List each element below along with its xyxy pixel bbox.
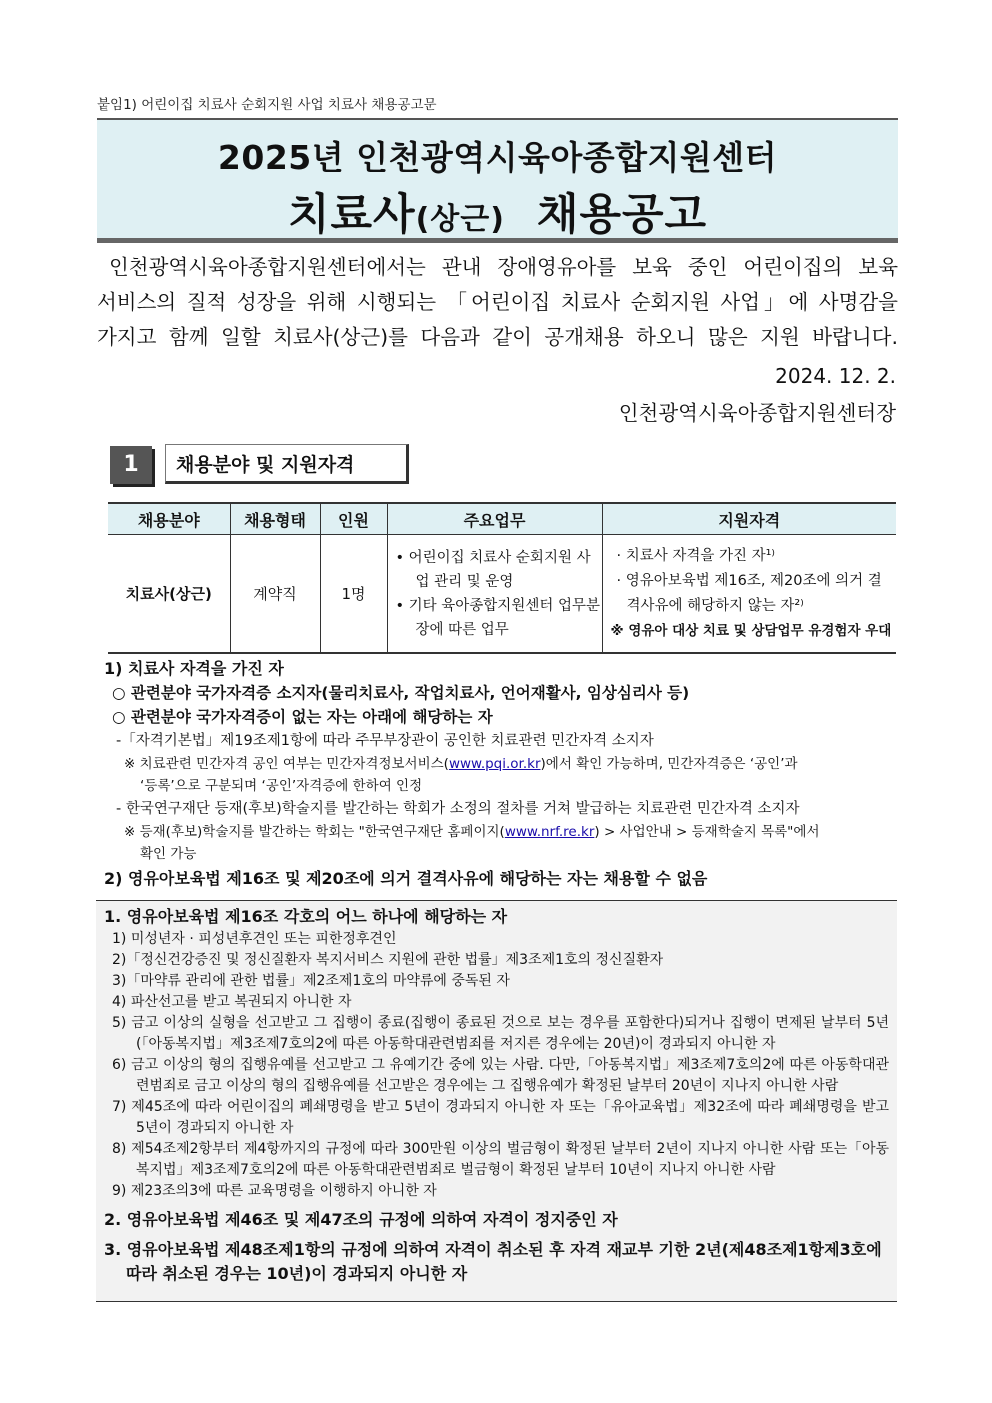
disqualification-box xyxy=(96,900,897,1302)
intro-paragraph xyxy=(97,250,898,355)
ref-text: )에서 확인 가능하며, 민간자격증은 ‘공인’과 xyxy=(540,756,798,772)
header-field: 채용분야 xyxy=(108,503,230,535)
title-end: 채용공고 xyxy=(536,190,708,240)
note-1-a: ○ 관련분야 국가자격증 소지자(물리치료사, 작업치료사, 언어재활사, 임상심리사 등) xyxy=(112,684,690,702)
header-count: 인원 xyxy=(320,503,387,535)
intro-line-2: 서비스의 질적 성장을 위해 시행되는 「어린이집 치료사 순회지원 사업」에 사명감을 xyxy=(97,290,898,314)
list-item: 3)「마약류 관리에 관한 법률」제2조제1호의 마약류에 중독된 자 xyxy=(112,973,510,989)
cell-type: 계약직 xyxy=(230,535,320,654)
note-1-b: ○ 관련분야 국가자격증이 없는 자는 아래에 해당하는 자 xyxy=(112,708,493,726)
cell-quals xyxy=(602,535,896,654)
intro-line-1: 인천광역시육아종합지원센터에서는 관내 장애영유아를 보육 중인 어린이집의 보육 xyxy=(109,255,898,279)
note-1-b1-ref2: ‘등록’으로 구분되며 ‘공인’자격증에 한하여 인정 xyxy=(140,778,423,794)
list-item: 2)「정신건강증진 및 정신질환자 복지서비스 지원에 관한 법률」제3조제1호의 정신질환자 xyxy=(112,952,664,968)
header-quals: 지원자격 xyxy=(602,503,896,535)
title-paren: (상근) xyxy=(415,202,505,237)
box-heading-1: 1. 영유아보육법 제16조 각호의 어느 하나에 해당하는 자 xyxy=(104,907,508,926)
note-1-b2-ref2: 확인 가능 xyxy=(140,846,197,862)
qualification-notes xyxy=(104,657,896,891)
section-title: 채용분야 및 지원자격 xyxy=(165,444,409,484)
cell-duties xyxy=(387,535,602,654)
table-row xyxy=(108,535,896,654)
table-header-row xyxy=(108,503,896,535)
list-item: 1) 미성년자 · 피성년후견인 또는 피한정후견인 xyxy=(112,931,397,947)
title-main: 치료사 xyxy=(287,190,416,240)
qual-item: · 치료사 자격을 가진 자¹⁾ xyxy=(616,547,775,564)
pqi-link[interactable]: www.pqi.or.kr xyxy=(448,756,541,772)
box-heading-2: 2. 영유아보육법 제46조 및 제47조의 규정에 의하여 자격이 정지중인 자 xyxy=(104,1210,618,1229)
attachment-label: 붙임1) 어린이집 치료사 순회지원 사업 치료사 채용공고문 xyxy=(97,97,437,113)
cell-field: 치료사(상근) xyxy=(108,535,230,654)
box-heading-3: 3. 영유아보육법 제48조제1항의 규정에 의하여 자격이 취소된 후 자격 재교부 기한 2년(제48조제1항제3호에 따라 취소된 경우는 10년)이 경과되지 아니한 자 xyxy=(104,1240,882,1283)
page-title-line2 xyxy=(97,181,898,242)
note-1-b2: - 한국연구재단 등재(후보)학술지를 발간하는 학회가 소정의 절차를 거쳐 발급하는 치료관련 민간자격 소지자 xyxy=(116,801,800,817)
ref-text: ※ 치료관련 민간자격 공인 여부는 민간자격정보서비스( xyxy=(124,756,449,772)
ref-text: ) > 사업안내 > 등재학술지 목록"에서 xyxy=(594,824,820,840)
list-item: 7) 제45조에 따라 어린이집의 폐쇄명령을 받고 5년이 경과되지 아니한 자 또는「유아교육법」제32조에 따라 폐쇄명령을 받고 5년이 경과되지 아니한 자 xyxy=(112,1099,889,1136)
list-item: 6) 금고 이상의 형의 집행유예를 선고받고 그 유예기간 중에 있는 사람. 다만,「아동복지법」제3조제7호의2에 따른 아동학대관련범죄로 금고 이상의 형의 집행유예를 선고받은 경우에는 그 집행유예가 확정된 날부터 20년이 지나지 아니한 사람 xyxy=(112,1057,890,1094)
signer: 인천광역시육아종합지원센터장 xyxy=(618,401,896,425)
duty-item: • 기타 육아종합지원센터 업무분장에 따른 업무 xyxy=(395,597,600,638)
page-title-line1: 2025년 인천광역시육아종합지원센터 xyxy=(217,138,778,177)
section-number: 1 xyxy=(110,446,152,484)
header-type: 채용형태 xyxy=(230,503,320,535)
note-2-heading: 2) 영유아보육법 제16조 및 제20조에 의거 결격사유에 해당하는 자는 채용할 수 없음 xyxy=(104,869,708,888)
duty-item: • 어린이집 치료사 순회지원 사업 관리 및 운영 xyxy=(395,549,591,590)
qual-item: · 영유아보육법 제16조, 제20조에 의거 결격사유에 해당하지 않는 자²⁾ xyxy=(616,572,882,614)
intro-line-3: 가지고 함께 일할 치료사(상근)를 다음과 같이 공개채용 하오니 많은 지원 바랍니다. xyxy=(97,325,898,349)
note-1-heading: 1) 치료사 자격을 가진 자 xyxy=(104,659,284,678)
list-item: 8) 제54조제2항부터 제4항까지의 규정에 따라 300만원 이상의 벌금형이 확정된 날부터 2년이 지나지 아니한 사람 또는「아동복지법」제3조제7호의2에 따른 아동학대관련범죄로 벌금형이 확정된 날부터 10년이 지나지 아니한 사람 xyxy=(112,1141,889,1178)
list-item: 4) 파산선고를 받고 복권되지 아니한 자 xyxy=(112,994,352,1010)
preference-note: ※ 영유아 대상 치료 및 상담업무 유경험자 우대 xyxy=(610,622,892,639)
note-1-b1: -「자격기본법」제19조제1항에 따라 주무부장관이 공인한 치료관련 민간자격 소지자 xyxy=(116,733,654,749)
note-1-b1-ref xyxy=(104,753,896,775)
title-banner xyxy=(97,118,898,243)
recruitment-table xyxy=(108,502,896,654)
cell-count: 1명 xyxy=(320,535,387,654)
list-item: 5) 금고 이상의 실형을 선고받고 그 집행이 종료(집행이 종료된 것으로 보는 경우를 포함한다)되거나 집행이 면제된 날부터 5년(「아동복지법」제3조제7호의2에 따른 아동학대관련범죄를 저지른 경우에는 20년)이 경과되지 아니한 자 xyxy=(112,1015,889,1052)
nrf-link[interactable]: www.nrf.re.kr xyxy=(504,824,595,840)
announcement-date: 2024. 12. 2. xyxy=(775,364,896,388)
list-item: 9) 제23조의3에 따른 교육명령을 이행하지 아니한 자 xyxy=(112,1183,437,1199)
header-duties: 주요업무 xyxy=(387,503,602,535)
note-1-b2-ref xyxy=(104,821,896,843)
ref-text: ※ 등재(후보)학술지를 발간하는 학회는 "한국연구재단 홈페이지( xyxy=(124,824,505,840)
